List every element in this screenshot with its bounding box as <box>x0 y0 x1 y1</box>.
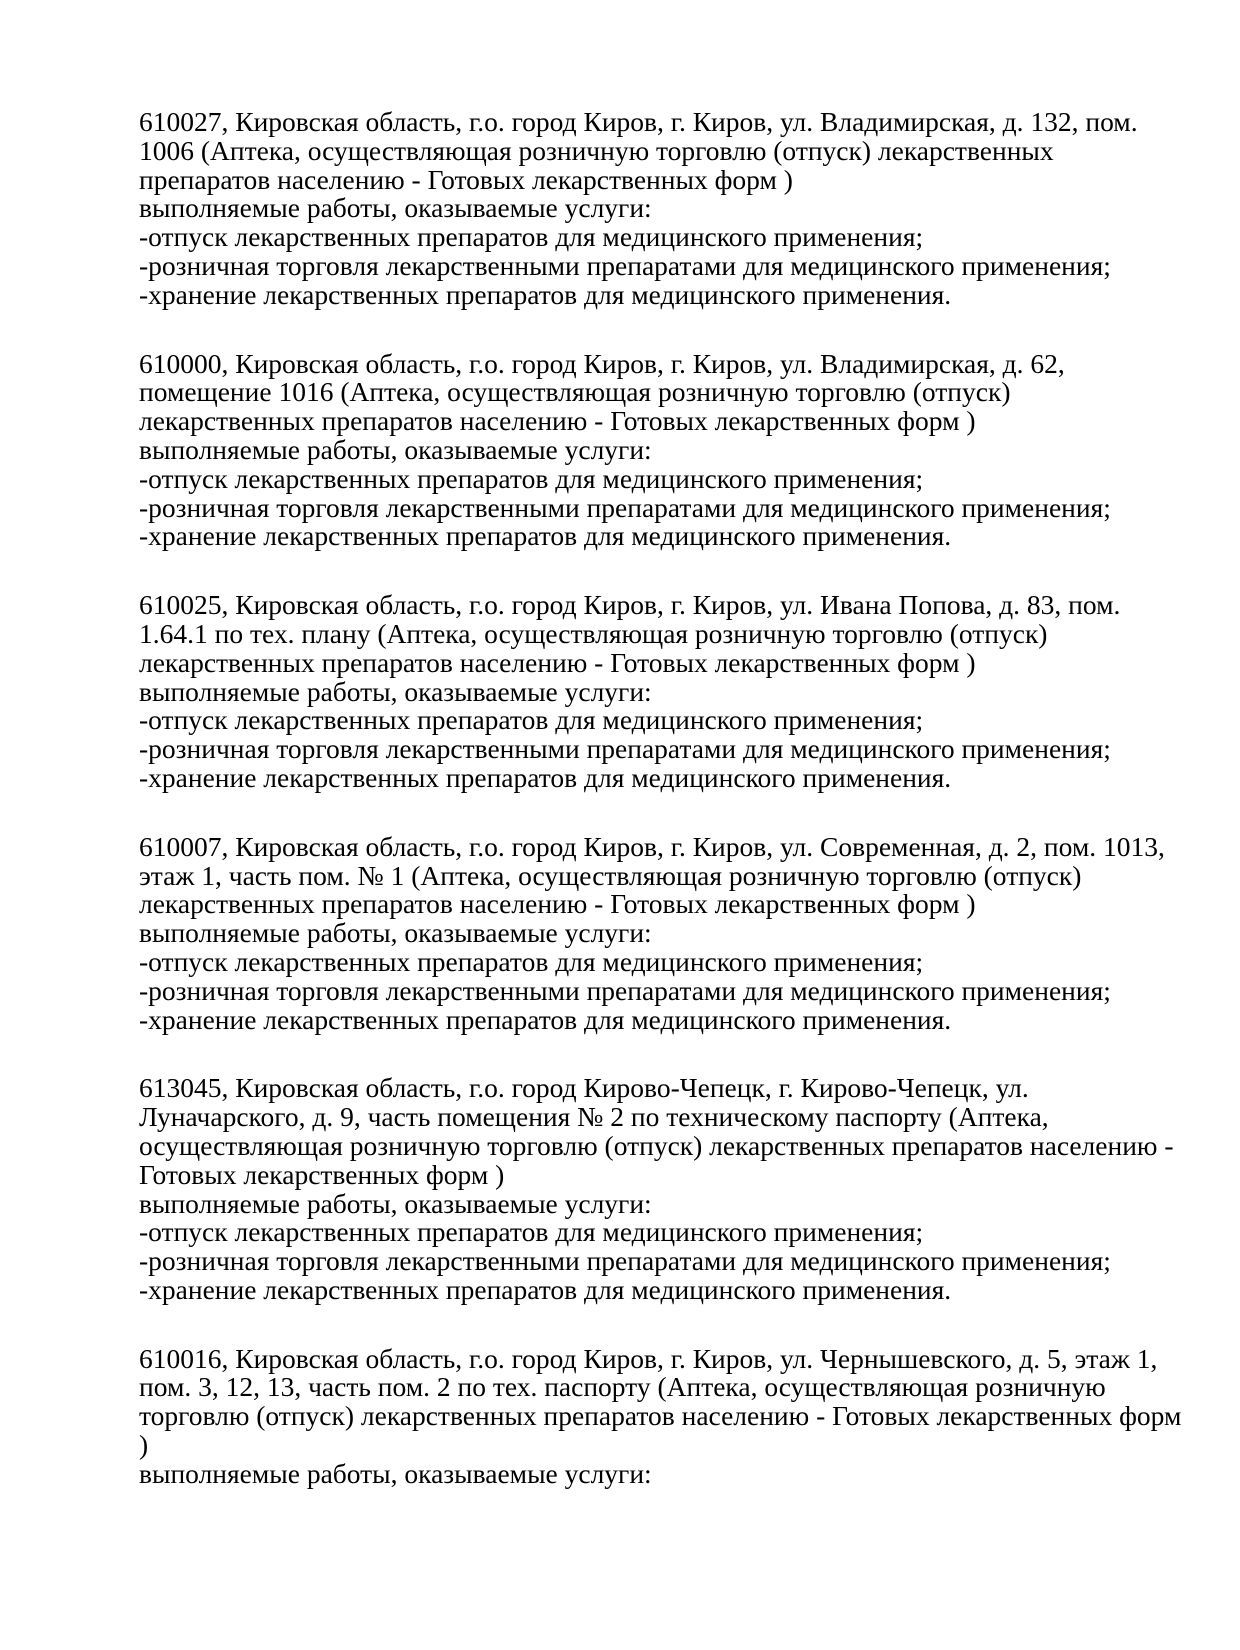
service-line: -хранение лекарственных препаратов для медицинского применения. <box>139 1273 952 1305</box>
works-services-label: выполняемые работы, оказываемые услуги: <box>139 433 652 465</box>
service-line: -розничная торговля лекарственными препаратами для медицинского применения; <box>139 491 1111 523</box>
pharmacy-address: 610016, Кировская область, г.о. город Киров, г. Киров, ул. Чернышевского, д. 5, этаж 1, пом. 3, 12, 13, часть пом. 2 по тех. паспорту (Аптека, осуществляющая розничную торговлю (отпуск) лекарственных препаратов населению - Готовых лекарственных форм ) <box>139 1342 1182 1461</box>
service-line: -хранение лекарственных препаратов для медицинского применения. <box>139 520 952 552</box>
pharmacy-address: 610027, Кировская область, г.о. город Киров, г. Киров, ул. Владимирская, д. 132, пом. 1006 (Аптека, осуществляющая розничную торговлю (отпуск) лекарственных препаратов населению - Готовых лекарственных форм ) <box>139 106 1138 195</box>
service-line: -хранение лекарственных препаратов для медицинского применения. <box>139 1003 952 1035</box>
service-line: -отпуск лекарственных препаратов для медицинского применения; <box>139 945 924 977</box>
service-line: -хранение лекарственных препаратов для медицинского применения. <box>139 761 952 793</box>
pharmacy-address: 610000, Кировская область, г.о. город Киров, г. Киров, ул. Владимирская, д. 62, помещение 1016 (Аптека, осуществляющая розничную торговлю (отпуск) лекарственных препаратов населению - Готовых лекарственных форм ) <box>139 347 1065 437</box>
works-services-label: выполняемые работы, оказываемые услуги: <box>139 675 652 707</box>
service-line: -хранение лекарственных препаратов для медицинского применения. <box>139 278 952 310</box>
works-services-label: выполняемые работы, оказываемые услуги: <box>139 192 652 224</box>
license-entry <box>139 591 1185 793</box>
pharmacy-address: 613045, Кировская область, г.о. город Кирово-Чепецк, г. Кирово-Чепецк, ул. Луначарского, д. 9, часть помещения № 2 по техническому паспорту (Аптека, осуществляющая розничную торговлю (отпуск) лекарственных препаратов населению - Готовых лекарственных форм ) <box>139 1072 1174 1190</box>
license-entry <box>139 1074 1185 1304</box>
service-line: -розничная торговля лекарственными препаратами для медицинского применения; <box>139 733 1111 765</box>
pharmacy-address: 610025, Кировская область, г.о. город Киров, г. Киров, ул. Ивана Попова, д. 83, пом. 1.64.1 по тех. плану (Аптека, осуществляющая розничную торговлю (отпуск) лекарственных препаратов населению - Готовых лекарственных форм ) <box>139 589 1121 678</box>
service-line: -розничная торговля лекарственными препаратами для медицинского применения; <box>139 1245 1111 1277</box>
service-line: -отпуск лекарственных препаратов для медицинского применения; <box>139 1216 924 1248</box>
service-line: -отпуск лекарственных препаратов для медицинского применения; <box>139 462 924 494</box>
license-entry <box>139 1342 1185 1489</box>
works-services-label: выполняемые работы, оказываемые услуги: <box>139 1457 652 1489</box>
service-line: -отпуск лекарственных препаратов для медицинского применения; <box>139 704 924 736</box>
pharmacy-address: 610007, Кировская область, г.о. город Киров, г. Киров, ул. Современная, д. 2, пом. 1013, этаж 1, часть пом. № 1 (Аптека, осуществляющая розничную торговлю (отпуск) лекарственных препаратов населению - Готовых лекарственных форм ) <box>139 830 1165 920</box>
license-entry <box>139 347 1185 552</box>
license-entry <box>139 830 1185 1035</box>
works-services-label: выполняемые работы, оказываемые услуги: <box>139 1187 652 1219</box>
license-entry <box>139 108 1185 310</box>
service-line: -отпуск лекарственных препаратов для медицинского применения; <box>139 221 924 253</box>
service-line: -розничная торговля лекарственными препаратами для медицинского применения; <box>139 249 1111 281</box>
service-line: -розничная торговля лекарственными препаратами для медицинского применения; <box>139 974 1111 1006</box>
works-services-label: выполняемые работы, оказываемые услуги: <box>139 917 652 949</box>
